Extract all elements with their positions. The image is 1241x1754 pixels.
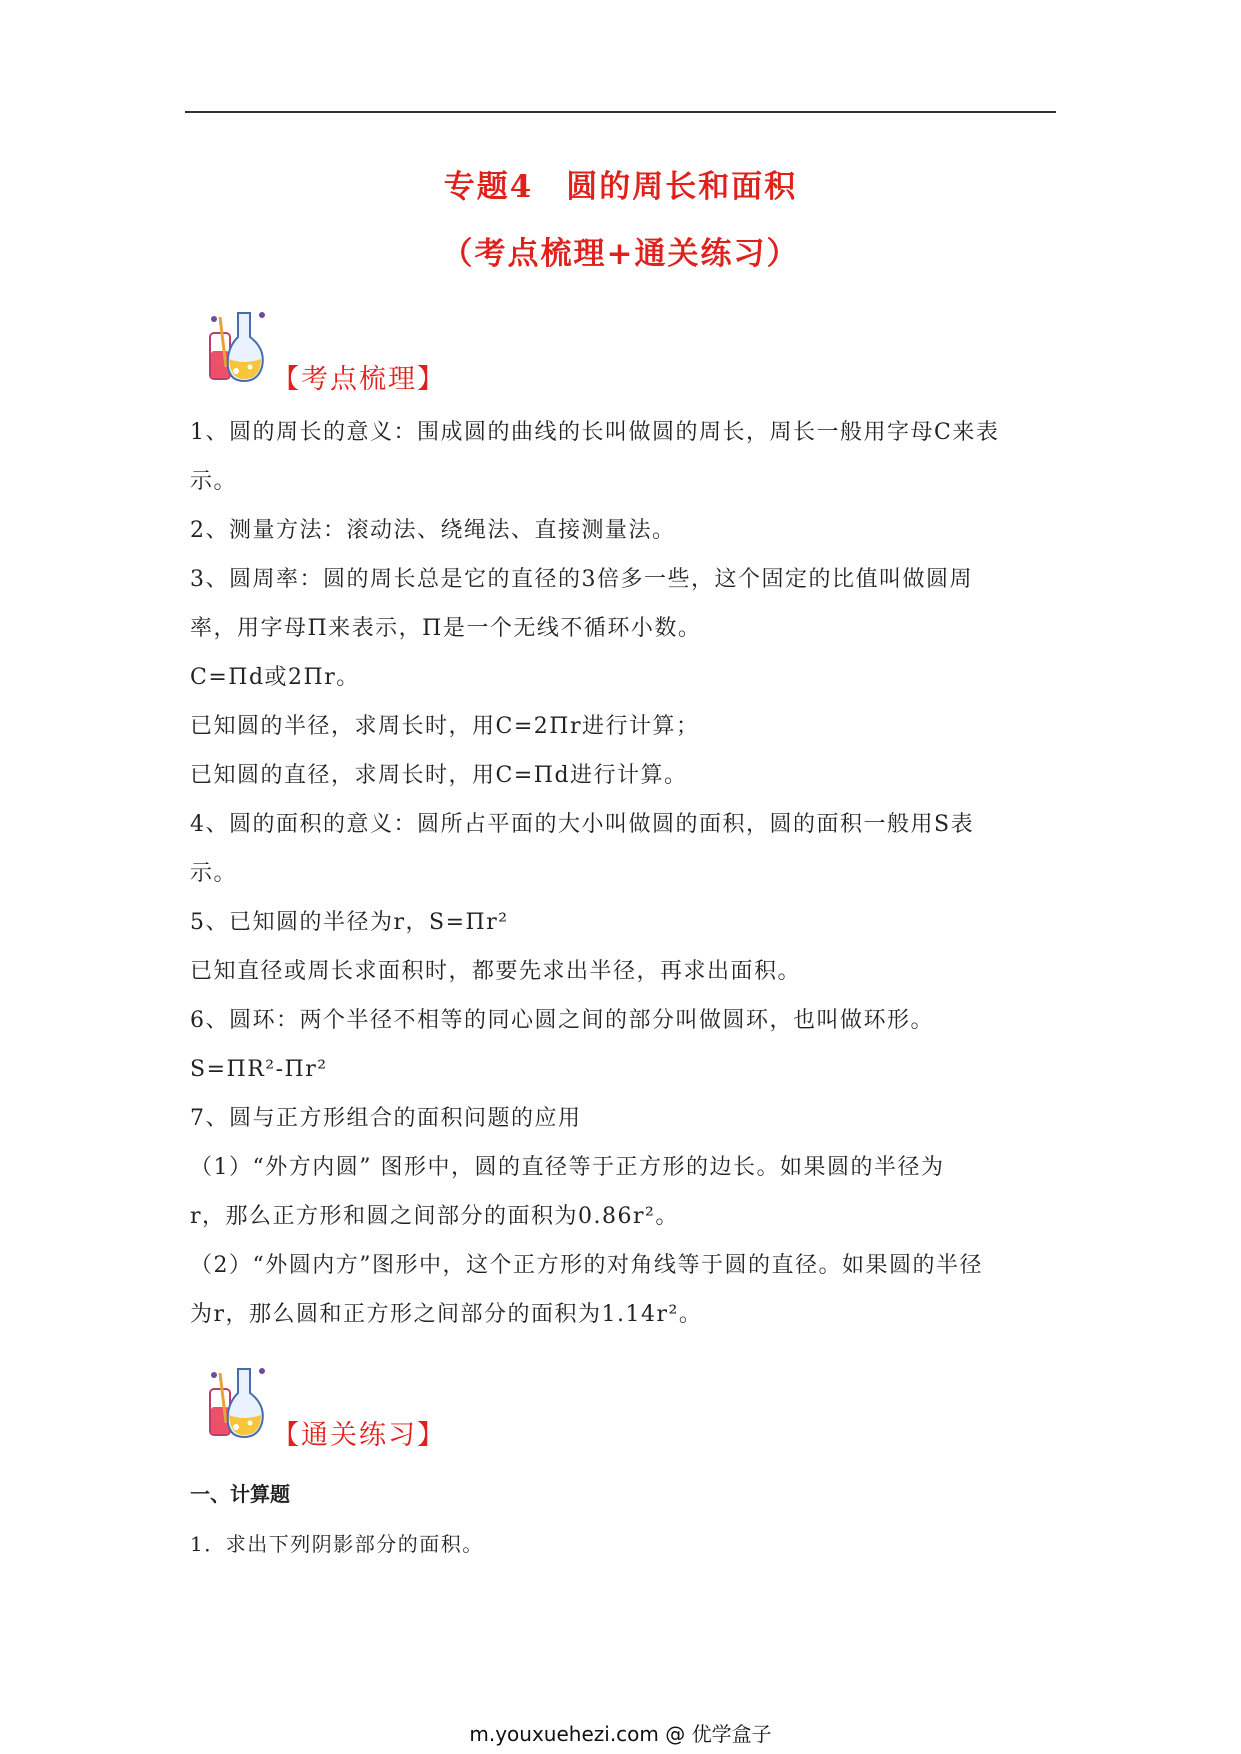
point-line: 2、测量方法：滚动法、绕绳法、直接测量法。 — [190, 518, 676, 543]
point-line: 1、圆的周长的意义：围成圆的曲线的长叫做圆的周长，周长一般用字母C来表 — [190, 420, 1000, 445]
point-line: 5、已知圆的半径为r，S=Πr² — [190, 910, 509, 935]
section-points-label: 【考点梳理】 — [272, 364, 446, 395]
section-points-header — [206, 307, 506, 397]
point-line: 7、圆与正方形组合的面积问题的应用 — [190, 1106, 582, 1131]
flask-icon — [206, 1363, 268, 1441]
page-title: 专题4 圆的周长和面积 — [443, 169, 798, 205]
exercise-item: 1．求出下列阴影部分的面积。 — [190, 1532, 484, 1556]
page-footer: m.youxuehezi.com @ 优学盒子 — [469, 1722, 772, 1746]
point-line: 已知直径或周长求面积时，都要先求出半径，再求出面积。 — [190, 959, 802, 984]
section-practice-label: 【通关练习】 — [272, 1420, 446, 1451]
point-line: 3、圆周率：圆的周长总是它的直径的3倍多一些，这个固定的比值叫做圆周 — [190, 567, 973, 592]
point-line: 示。 — [190, 861, 238, 886]
point-line: S=ΠR²-Πr² — [190, 1057, 328, 1082]
top-rule — [185, 111, 1056, 113]
page-subtitle: （考点梳理+通关练习） — [441, 236, 800, 272]
point-line: 示。 — [190, 469, 238, 494]
point-line: r，那么正方形和圆之间部分的面积为0.86r²。 — [190, 1204, 679, 1229]
point-line: 已知圆的半径，求周长时，用C=2Πr进行计算； — [190, 714, 700, 739]
flask-icon — [206, 307, 268, 385]
point-line: 已知圆的直径，求周长时，用C=Πd进行计算。 — [190, 763, 688, 788]
point-line: 为r，那么圆和正方形之间部分的面积为1.14r²。 — [190, 1302, 703, 1327]
point-line: 4、圆的面积的意义：圆所占平面的大小叫做圆的面积，圆的面积一般用S表 — [190, 812, 975, 837]
exercise-heading: 一、计算题 — [190, 1482, 290, 1506]
section-practice-header — [206, 1363, 506, 1453]
point-line: C=Πd或2Πr。 — [190, 665, 360, 690]
point-line: 6、圆环：两个半径不相等的同心圆之间的部分叫做圆环，也叫做环形。 — [190, 1008, 934, 1033]
point-line: （2）“外圆内方”图形中，这个正方形的对角线等于圆的直径。如果圆的半径 — [190, 1253, 983, 1278]
point-line: （1）“外方内圆” 图形中，圆的直径等于正方形的边长。如果圆的半径为 — [190, 1155, 945, 1180]
point-line: 率，用字母Π来表示，Π是一个无线不循环小数。 — [190, 616, 702, 641]
points-body — [190, 408, 1060, 1339]
